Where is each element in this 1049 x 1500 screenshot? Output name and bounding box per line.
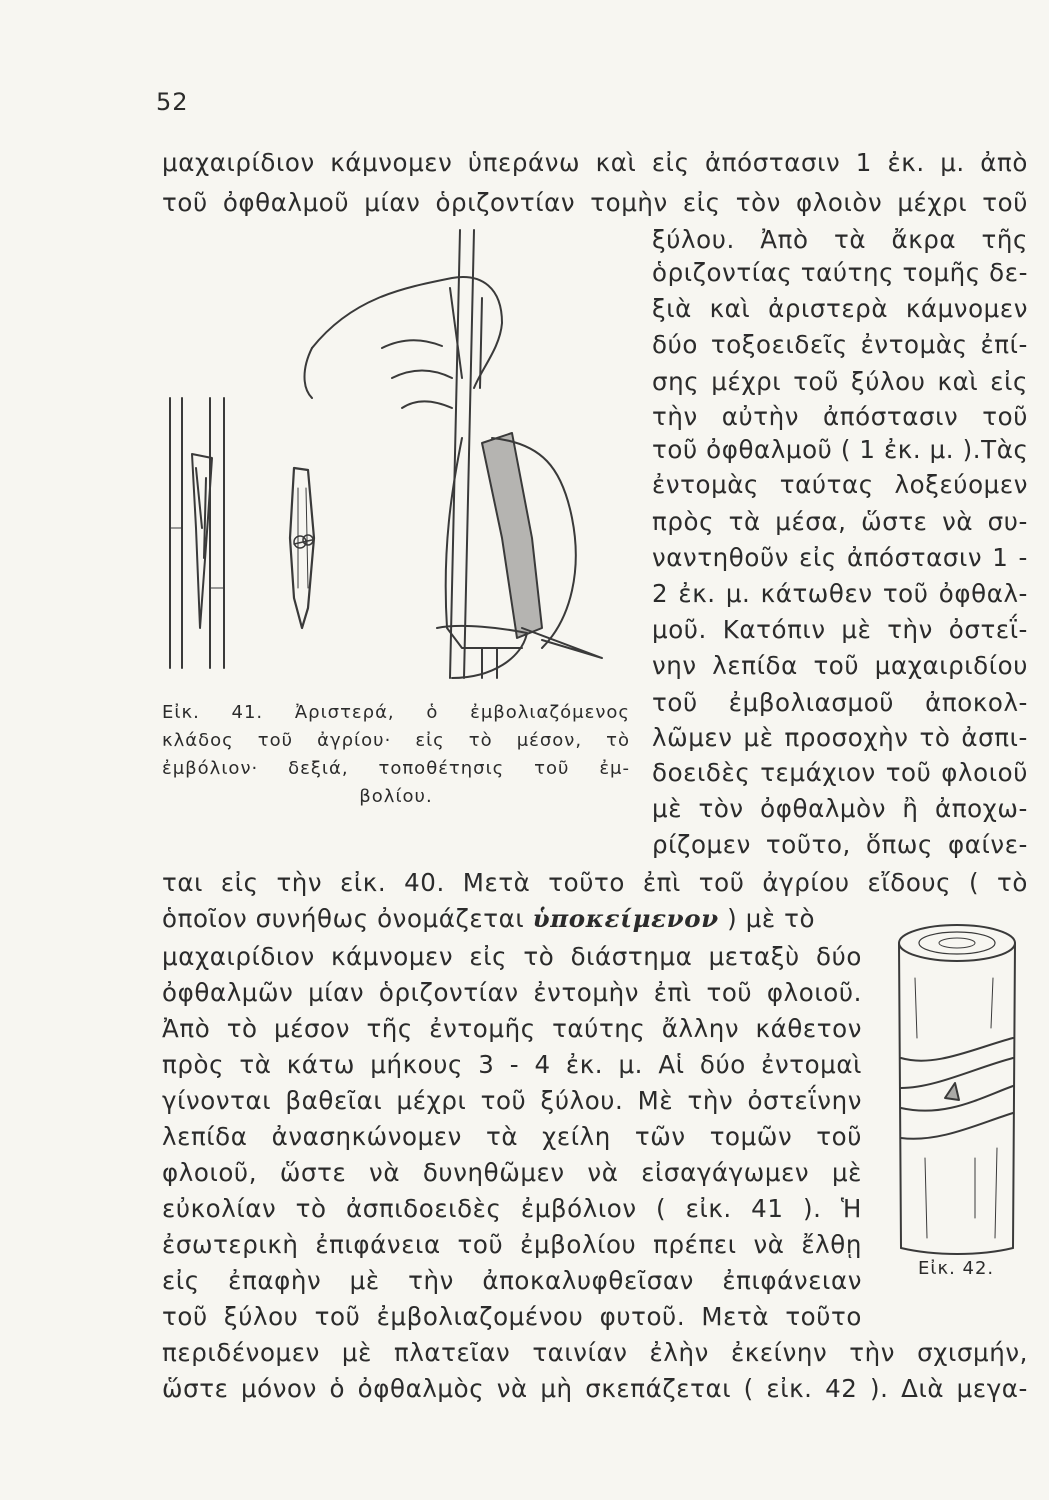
text-line: μὲ τὸν ὀφθαλμὸν ἢ ἀποχω- <box>652 794 1028 823</box>
text-line: σης μέχρι τοῦ ξύλου καὶ εἰς <box>652 367 1028 396</box>
hand-and-knife-drawing <box>305 230 603 678</box>
text-line: ρίζομεν τοῦτο, ὅπως φαίνε- <box>652 830 1028 859</box>
text-line: εὐκολίαν τὸ ἀσπιδοειδὲς ἐμβόλιον ( εἰκ. 41 ). Ἡ <box>162 1194 862 1223</box>
text-line: περιδένομεν μὲ πλατεῖαν ταινίαν ἐλὴν ἐκείνην τὴν σχισμήν, <box>162 1338 1028 1367</box>
text-line: τὴν αὐτὴν ἀπόστασιν τοῦ <box>652 402 1028 431</box>
text-line: ἐσωτερικὴ ἐπιφάνεια τοῦ ἐμβολίου πρέπει νὰ ἔλθῃ <box>162 1230 862 1259</box>
text-line: δοειδὲς τεμάχιον τοῦ φλοιοῦ <box>652 758 1028 787</box>
text-line: νην λεπίδα τοῦ μαχαιριδίου <box>652 651 1028 680</box>
text-line: τοῦ ὀφθαλμοῦ ( 1 ἐκ. μ. ).Τὰς <box>652 435 1029 464</box>
text-line: 2 ἐκ. μ. κάτωθεν τοῦ ὀφθαλ- <box>652 579 1028 608</box>
text-line: πρὸς τὰ μέσα, ὥστε νὰ συ- <box>652 507 1028 536</box>
text-line: μαχαιρίδιον κάμνομεν ὑπεράνω καὶ εἰς ἀπόστασιν 1 ἐκ. μ. ἀπὸ <box>162 148 1028 177</box>
text-line: τοῦ ξύλου τοῦ ἐμβολιαζομένου φυτοῦ. Μετὰ τοῦτο <box>162 1302 862 1331</box>
text-line: εἰς ἐπαφὴν μὲ τὴν ἀποκαλυφθεῖσαν ἐπιφάνειαν <box>162 1266 862 1295</box>
text-line: μοῦ. Κατόπιν μὲ τὴν ὀστεΐ- <box>652 615 1028 644</box>
text-line: ναντηθοῦν εἰς ἀπόστασιν 1 - <box>652 543 1028 572</box>
text-line: ὁριζοντίας ταύτης τομῆς δε- <box>652 258 1029 287</box>
binding-tape-drawing <box>901 1038 1013 1139</box>
text-line: ἐντομὰς ταύτας λοξεύομεν <box>652 470 1028 499</box>
text-line: ξιὰ καὶ ἀριστερὰ κάμνομεν <box>652 294 1028 323</box>
text-line: λεπίδα ἀνασηκώνομεν τὰ χείλη τῶν τομῶν τοῦ <box>162 1122 862 1151</box>
text-line: ται εἰς τὴν εἰκ. 40. Μετὰ τοῦτο ἐπὶ τοῦ ἀγρίου εἴδους ( τὸ <box>162 868 1028 897</box>
text-line: Ἀπὸ τὸ μέσον τῆς ἐντομῆς ταύτης ἄλλην κάθετον <box>162 1014 862 1043</box>
grafted-branch-drawing <box>170 398 224 668</box>
text-line: ὀφθαλμῶν μίαν ὁριζοντίαν ἐντομὴν ἐπὶ τοῦ φλοιοῦ. <box>162 978 862 1007</box>
text-line: δύο τοξοειδεῖς ἐντομὰς ἐπί- <box>652 330 1028 359</box>
figure-41-caption-line: βολίου. <box>359 786 433 807</box>
figure-42-illustration <box>885 918 1030 1258</box>
text-line: λῶμεν μὲ προσοχὴν τὸ ἀσπι- <box>652 723 1028 752</box>
emphasized-term: ὑποκείμενον <box>532 904 719 933</box>
text-line: τοῦ ἐμβολιασμοῦ ἀποκολ- <box>652 688 1028 717</box>
bud-shield-drawing <box>290 468 314 628</box>
page-number: 52 <box>156 88 189 116</box>
figure-41-caption-line: κλάδος τοῦ ἀγρίου· εἰς τὸ μέσον, τὸ <box>162 730 630 751</box>
text-line: μαχαιρίδιον κάμνομεν εἰς τὸ διάστημα μεταξὺ δύο <box>162 942 862 971</box>
figure-42-caption: Εἰκ. 42. <box>918 1258 995 1279</box>
text-line: πρὸς τὰ κάτω μήκους 3 - 4 ἐκ. μ. Αἱ δύο ἐντομαὶ <box>162 1050 862 1079</box>
text-line: ὥστε μόνον ὁ ὀφθαλμὸς νὰ μὴ σκεπάζεται ( εἰκ. 42 ). Διὰ μεγα- <box>162 1374 1028 1403</box>
text-line: τοῦ ὀφθαλμοῦ μίαν ὁριζοντίαν τομὴν εἰς τὸν φλοιὸν μέχρι τοῦ <box>162 188 1028 217</box>
figure-41-caption-line: Εἰκ. 41. Ἀριστερά, ὁ ἐμβολιαζόμενος <box>162 702 630 723</box>
figure-41-illustration <box>162 228 652 688</box>
text-line: γίνονται βαθεῖαι μέχρι τοῦ ξύλου. Μὲ τὴν ὀστεΐνην <box>162 1086 862 1115</box>
figure-41-caption-line: ἐμβόλιον· δεξιά, τοποθέτησις τοῦ ἐμ- <box>162 758 630 779</box>
text-line: ξύλου. Ἀπὸ τὰ ἄκρα τῆς <box>652 225 1028 254</box>
text-line-with-term: ὁποῖον συνήθως ὀνομάζεται ὑποκείμενον ) μὲ τὸ <box>162 904 816 933</box>
text-line: φλοιοῦ, ὥστε νὰ δυνηθῶμεν νὰ εἰσαγάγωμεν μὲ <box>162 1158 862 1187</box>
